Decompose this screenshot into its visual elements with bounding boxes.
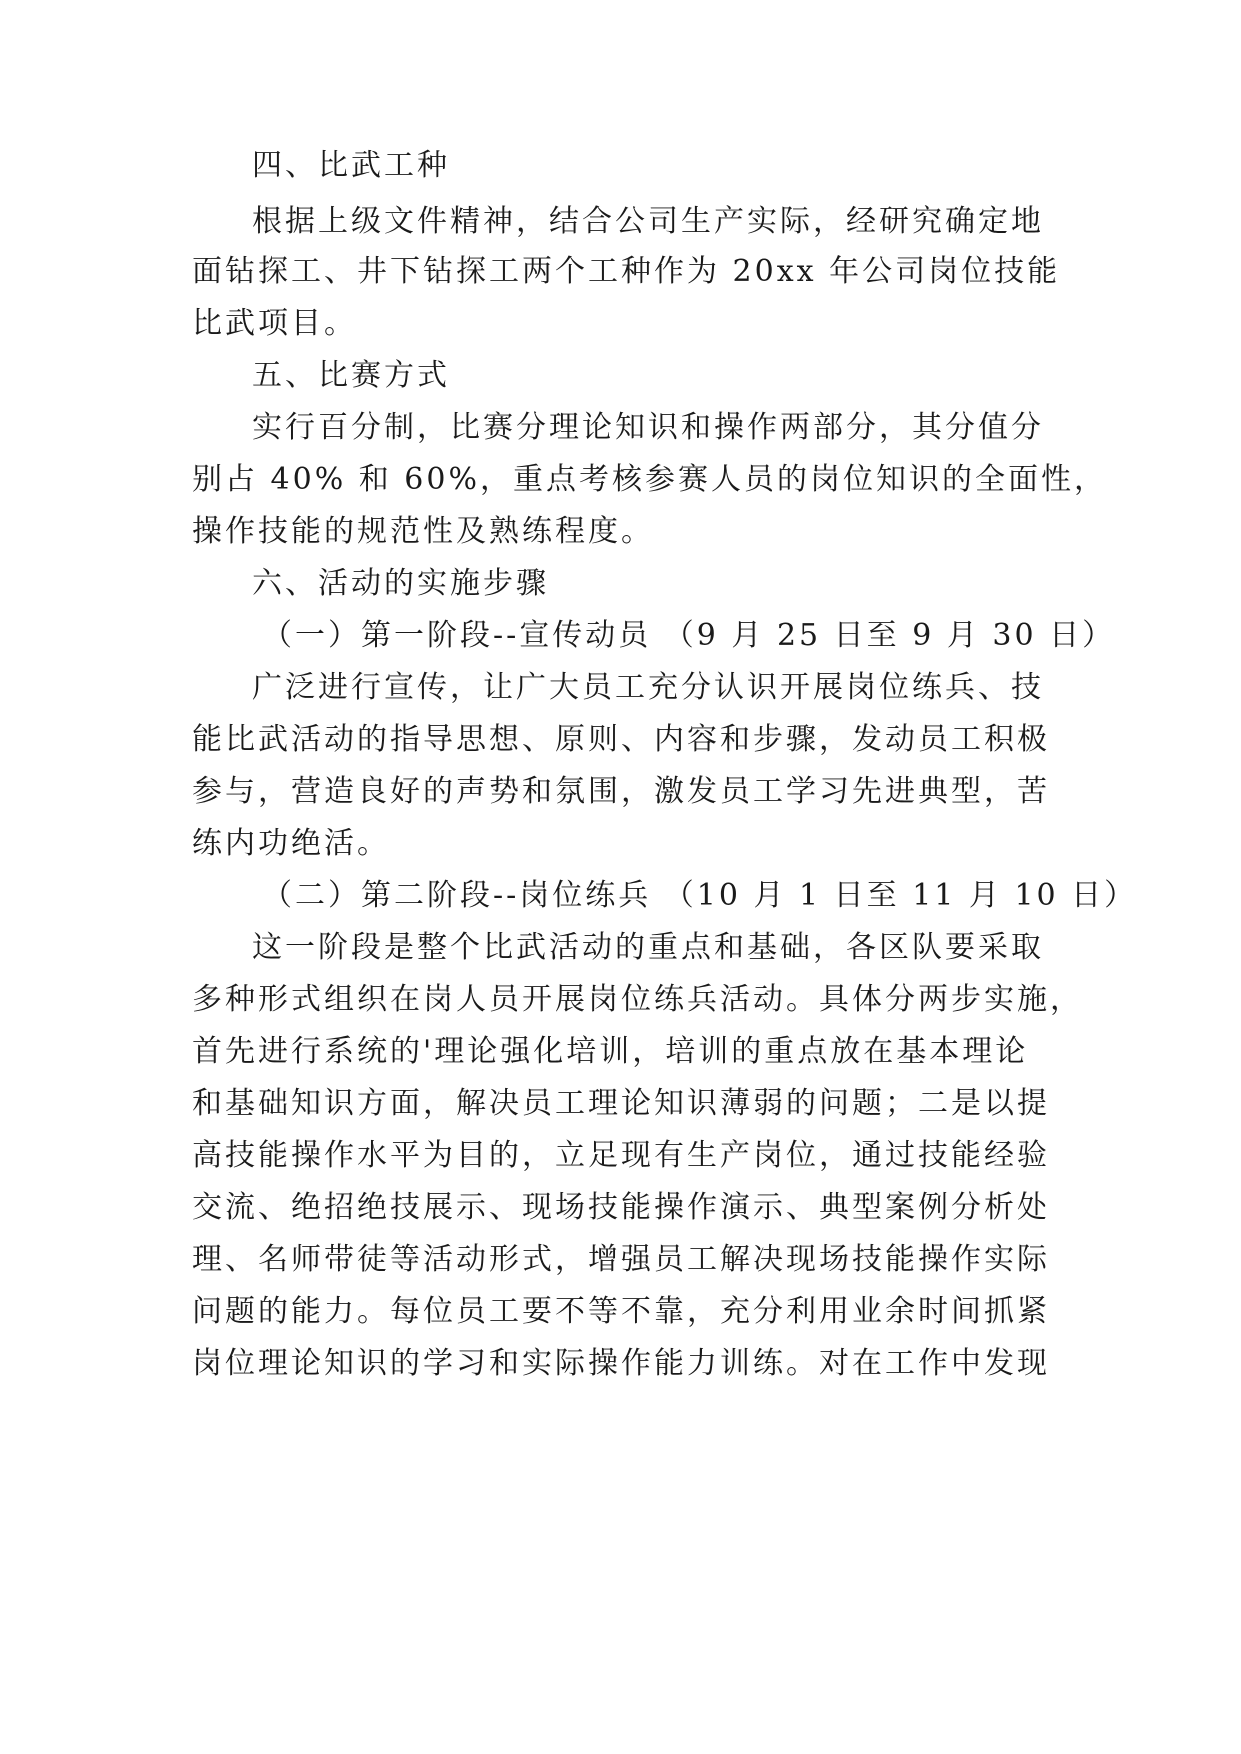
paragraph-line: 参与，营造良好的声势和氛围，激发员工学习先进典型，苦	[192, 774, 1050, 809]
paragraph-line: 和基础知识方面，解决员工理论知识薄弱的问题；二是以提	[192, 1086, 1050, 1121]
stage-heading-1: （一）第一阶段--宣传动员 （9 月 25 日至 9 月 30 日）	[262, 618, 1116, 653]
paragraph-line: 根据上级文件精神，结合公司生产实际，经研究确定地	[252, 204, 1044, 239]
paragraph-line: 交流、绝招绝技展示、现场技能操作演示、典型案例分析处	[192, 1190, 1050, 1225]
paragraph-line: 别占 40% 和 60%，重点考核参赛人员的岗位知识的全面性，	[192, 462, 1107, 497]
paragraph-line: 理、名师带徒等活动形式，增强员工解决现场技能操作实际	[192, 1242, 1050, 1277]
paragraph-line: 首先进行系统的'理论强化培训，培训的重点放在基本理论	[192, 1034, 1029, 1069]
paragraph-line: 广泛进行宣传，让广大员工充分认识开展岗位练兵、技	[252, 670, 1044, 705]
paragraph-line: 能比武活动的指导思想、原则、内容和步骤，发动员工积极	[192, 722, 1050, 757]
section-heading-6: 六、活动的实施步骤	[252, 566, 549, 601]
paragraph-line: 操作技能的规范性及熟练程度。	[192, 514, 654, 549]
paragraph-line: 实行百分制，比赛分理论知识和操作两部分，其分值分	[252, 410, 1044, 445]
paragraph-line: 面钻探工、井下钻探工两个工种作为 20xx 年公司岗位技能	[192, 254, 1061, 289]
paragraph-line: 比武项目。	[192, 306, 357, 341]
paragraph-line: 练内功绝活。	[192, 826, 390, 861]
stage-heading-2: （二）第二阶段--岗位练兵 （10 月 1 日至 11 月 10 日）	[262, 878, 1138, 913]
paragraph-line: 岗位理论知识的学习和实际操作能力训练。对在工作中发现	[192, 1346, 1050, 1381]
section-heading-4: 四、比武工种	[252, 148, 450, 183]
paragraph-line: 这一阶段是整个比武活动的重点和基础，各区队要采取	[252, 930, 1044, 965]
paragraph-line: 高技能操作水平为目的，立足现有生产岗位，通过技能经验	[192, 1138, 1050, 1173]
paragraph-line: 多种形式组织在岗人员开展岗位练兵活动。具体分两步实施，	[192, 982, 1083, 1017]
section-heading-5: 五、比赛方式	[252, 358, 450, 393]
paragraph-line: 问题的能力。每位员工要不等不靠，充分利用业余时间抓紧	[192, 1294, 1050, 1329]
